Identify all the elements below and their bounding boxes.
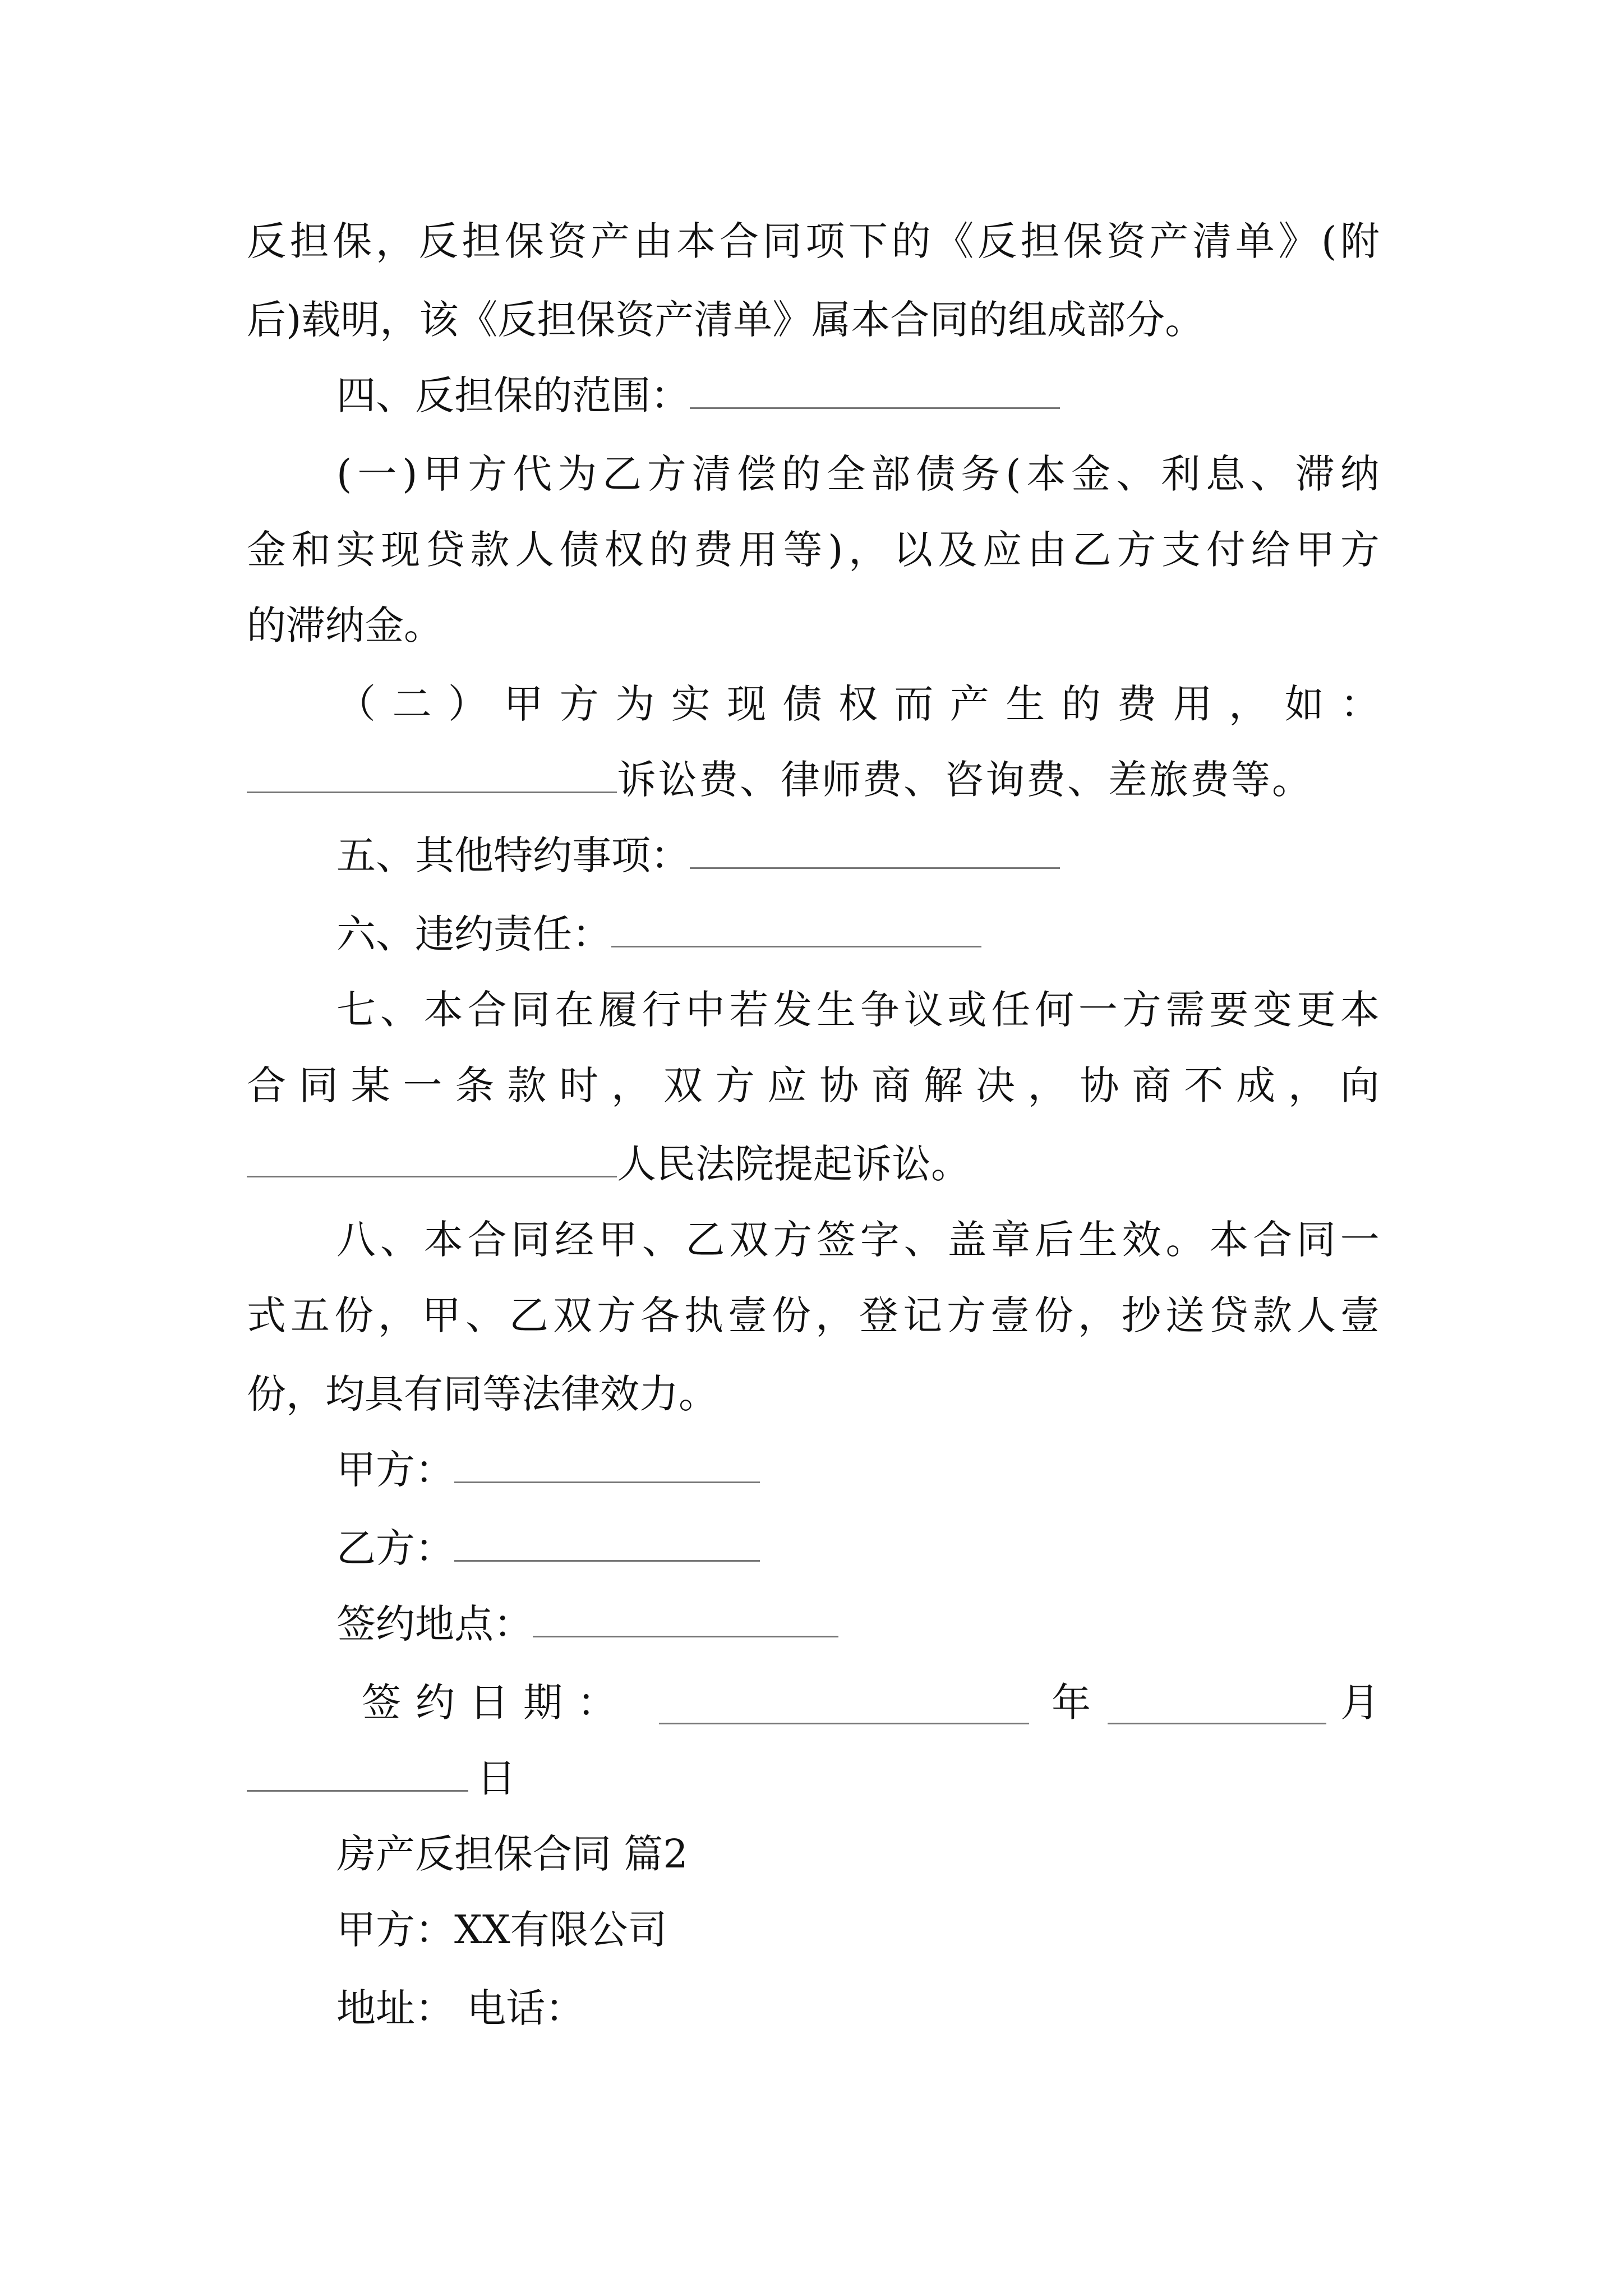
- char: 、: [465, 1292, 505, 1338]
- char: 执: [684, 1292, 723, 1338]
- char: 方: [947, 1292, 986, 1338]
- char: 八: [336, 1217, 376, 1263]
- char: 二: [392, 681, 432, 727]
- char: 、: [642, 1217, 681, 1263]
- char: ): [828, 527, 843, 573]
- char: 在: [555, 987, 594, 1033]
- char: 式: [247, 1292, 286, 1338]
- line-1: [247, 213, 1380, 269]
- char: 生: [816, 987, 856, 1033]
- blank-party-a[interactable]: [454, 1442, 760, 1483]
- day-label: 日: [477, 1755, 516, 1801]
- char: （: [336, 681, 376, 727]
- line-16: 份，均具有同等法律效力。: [247, 1371, 718, 1417]
- blank-court[interactable]: [247, 1137, 617, 1177]
- char: 乙: [509, 1292, 548, 1338]
- char: 滞: [1295, 451, 1335, 497]
- char: 实: [671, 681, 711, 727]
- char: 壹: [1340, 1292, 1380, 1338]
- char: 发: [773, 987, 813, 1033]
- char: 单: [1235, 218, 1275, 264]
- char: 清: [691, 451, 731, 497]
- char: 息: [1205, 451, 1245, 497]
- char: 甲: [504, 681, 543, 727]
- char: 行: [642, 987, 681, 1033]
- char: 和: [291, 527, 331, 573]
- char: 变: [1253, 987, 1293, 1033]
- char: 实: [336, 527, 376, 573]
- char: 双: [553, 1292, 592, 1338]
- char: 某: [351, 1062, 390, 1108]
- char: 生: [1078, 1217, 1118, 1263]
- section-6-label: 六、违约责任：: [336, 911, 611, 957]
- char: 清: [1192, 218, 1232, 264]
- char: 、: [1250, 451, 1290, 497]
- char: 产: [1149, 218, 1189, 264]
- blank-liability[interactable]: [611, 907, 981, 947]
- blank-year[interactable]: [659, 1683, 1029, 1724]
- line-2: 后)载明，该《反担保资产清单》属本合同的组成部分。: [247, 297, 1205, 343]
- char: 应: [983, 527, 1022, 573]
- char: 条: [455, 1062, 495, 1108]
- char: 付: [1206, 527, 1246, 573]
- section-4-heading: [247, 367, 1380, 424]
- blank-month[interactable]: [1108, 1683, 1326, 1724]
- char: 款: [1253, 1292, 1292, 1338]
- party-a-company: 甲方：XX有限公司: [336, 1907, 667, 1953]
- char: 给: [1251, 527, 1290, 573]
- char: 成: [1236, 1062, 1276, 1108]
- char: 资: [1106, 218, 1146, 264]
- char: ，: [1229, 681, 1268, 727]
- char: 乙: [685, 1217, 725, 1263]
- char: 送: [1165, 1292, 1205, 1338]
- char: 债: [559, 527, 599, 573]
- char: 方: [647, 451, 686, 497]
- char: 后: [1035, 1217, 1074, 1263]
- section-4-label: 四、反担保的范围：: [336, 372, 690, 418]
- char: 本: [1026, 451, 1066, 497]
- char: 方: [559, 681, 599, 727]
- char: 保: [504, 218, 544, 264]
- char: 反: [418, 218, 458, 264]
- line-5: [247, 522, 1380, 578]
- char: 甲: [598, 1217, 638, 1263]
- char: ：: [1340, 681, 1380, 727]
- char: 份: [1034, 1292, 1073, 1338]
- char: ，: [375, 218, 415, 264]
- char: 方: [597, 1292, 636, 1338]
- char: 甲: [423, 451, 463, 497]
- signing-date-line: [247, 1674, 1380, 1731]
- char: 商: [1132, 1062, 1172, 1108]
- char: 同: [298, 1062, 338, 1108]
- char: 反: [247, 218, 286, 264]
- char: 《: [934, 218, 974, 264]
- blank-costs[interactable]: [247, 752, 617, 793]
- blank-party-b[interactable]: [454, 1521, 760, 1562]
- char: 金: [247, 527, 286, 573]
- char: 方: [1117, 527, 1156, 573]
- char: 保: [1063, 218, 1103, 264]
- char: 及: [938, 527, 978, 573]
- char: 债: [916, 451, 956, 497]
- char: 记: [903, 1292, 942, 1338]
- line-7: [247, 676, 1380, 732]
- char: 以: [893, 527, 933, 573]
- char: 纳: [1340, 451, 1380, 497]
- char: ，: [1027, 1062, 1067, 1108]
- line-12: [247, 1057, 1380, 1114]
- char: 为: [615, 681, 655, 727]
- char: 甲: [422, 1292, 461, 1338]
- char: 议: [903, 987, 943, 1033]
- char: 盖: [947, 1217, 987, 1263]
- line-11: [247, 982, 1380, 1038]
- char: 乙: [602, 451, 642, 497]
- char: 贷: [1209, 1292, 1248, 1338]
- char: 份: [772, 1292, 811, 1338]
- char: 字: [860, 1217, 900, 1263]
- char: 双: [663, 1062, 703, 1108]
- char: 效: [1122, 1217, 1161, 1263]
- char: 下: [848, 218, 888, 264]
- address-phone-line: 地址： 电话：: [336, 1985, 585, 2031]
- char: 任: [991, 987, 1031, 1033]
- char: 费: [694, 527, 734, 573]
- section-5-heading: [247, 827, 1380, 884]
- char: ，: [849, 527, 888, 573]
- char: 本: [423, 1217, 463, 1263]
- court-text: 人民法院提起诉讼。: [617, 1141, 970, 1187]
- char: 方: [1340, 527, 1380, 573]
- line-15: [247, 1287, 1380, 1343]
- char: 抄: [1122, 1292, 1161, 1338]
- char: 壹: [728, 1292, 767, 1338]
- char: 的: [1061, 681, 1101, 727]
- char: 一: [403, 1062, 442, 1108]
- char: 资: [547, 218, 587, 264]
- char: 甲: [1295, 527, 1335, 573]
- char: 登: [859, 1292, 898, 1338]
- blank-scope[interactable]: [690, 368, 1060, 409]
- char: 向: [1340, 1062, 1380, 1108]
- char: ，: [815, 1292, 855, 1338]
- char: 由: [633, 218, 673, 264]
- char: 偿: [736, 451, 776, 497]
- char: 五: [291, 1292, 330, 1338]
- char: ，: [1288, 1062, 1327, 1108]
- char: 合: [1253, 1217, 1293, 1263]
- char: 需: [1165, 987, 1205, 1033]
- char: 款: [507, 1062, 547, 1108]
- char: 一: [1340, 1217, 1380, 1263]
- char: 保: [333, 218, 372, 264]
- char: 时: [559, 1062, 599, 1108]
- char: 等: [783, 527, 823, 573]
- char: 而: [894, 681, 934, 727]
- char: 款: [470, 527, 510, 573]
- char: 本: [1209, 1217, 1249, 1263]
- char: 不: [1184, 1062, 1224, 1108]
- line-6: 的滞纳金。: [247, 602, 443, 648]
- char: 。: [1165, 1217, 1205, 1263]
- char: 的: [649, 527, 689, 573]
- char: 反: [977, 218, 1017, 264]
- char: 七: [336, 987, 376, 1033]
- blank-signing-place[interactable]: [533, 1596, 838, 1637]
- char: 费: [1117, 681, 1157, 727]
- char: 壹: [990, 1292, 1030, 1338]
- line-13: [247, 1136, 1380, 1192]
- char: 本: [1340, 987, 1380, 1033]
- char: 乙: [1072, 527, 1112, 573]
- blank-special-terms[interactable]: [690, 828, 1060, 869]
- char: 如: [1284, 681, 1324, 727]
- char: 、: [380, 1217, 419, 1263]
- char: 合: [467, 1217, 507, 1263]
- char: ，: [378, 1292, 417, 1338]
- signing-date-label: 签约日期：: [362, 1680, 631, 1726]
- char: 为: [557, 451, 597, 497]
- char: 由: [1027, 527, 1067, 573]
- party-a-signature-line: [247, 1442, 1380, 1498]
- char: 协: [819, 1062, 859, 1108]
- party-b-signature-line: [247, 1520, 1380, 1576]
- signing-day-line: [247, 1750, 1380, 1806]
- char: 方: [773, 1217, 813, 1263]
- char: 全: [826, 451, 866, 497]
- char: 合: [467, 987, 507, 1033]
- char: 份: [334, 1292, 374, 1338]
- char: 一: [357, 451, 397, 497]
- char: 人: [515, 527, 555, 573]
- char: 的: [781, 451, 821, 497]
- char: 合: [247, 1062, 286, 1108]
- char: 双: [729, 1217, 769, 1263]
- char: 方: [715, 1062, 755, 1108]
- blank-day[interactable]: [247, 1751, 468, 1792]
- char: 解: [923, 1062, 963, 1108]
- char: 章: [991, 1217, 1031, 1263]
- char: 用: [1173, 681, 1212, 727]
- signing-place-line: [247, 1596, 1380, 1652]
- char: 产: [949, 681, 989, 727]
- char: ): [402, 451, 418, 497]
- char: ）: [448, 681, 487, 727]
- char: 权: [838, 681, 878, 727]
- char: 人: [1297, 1292, 1336, 1338]
- char: 》: [1278, 218, 1318, 264]
- char: 要: [1209, 987, 1249, 1033]
- char: (: [1321, 218, 1337, 264]
- line-14: [247, 1212, 1380, 1268]
- char: 或: [947, 987, 987, 1033]
- month-label: 月: [1340, 1680, 1380, 1726]
- char: 担: [462, 218, 501, 264]
- char: 本: [676, 218, 716, 264]
- char: 合: [720, 218, 759, 264]
- char: ，: [611, 1062, 651, 1108]
- section-6-heading: [247, 906, 1380, 962]
- char: 产: [591, 218, 630, 264]
- char: 用: [738, 527, 778, 573]
- char: 担: [1020, 218, 1060, 264]
- party-a-label: 甲方：: [336, 1447, 454, 1493]
- char: 同: [762, 218, 802, 264]
- line-4: [247, 446, 1380, 502]
- char: 利: [1161, 451, 1201, 497]
- line-8: [247, 752, 1380, 808]
- char: 协: [1080, 1062, 1119, 1108]
- char: 代: [513, 451, 552, 497]
- char: 一: [1078, 987, 1118, 1033]
- char: 现: [727, 681, 767, 727]
- section-title-part-2: 房产反担保合同 篇2: [336, 1831, 688, 1877]
- char: 争: [860, 987, 900, 1033]
- char: 决: [975, 1062, 1015, 1108]
- char: 同: [1296, 1217, 1336, 1263]
- char: 金: [1071, 451, 1111, 497]
- char: 若: [729, 987, 769, 1033]
- char: 方: [1122, 987, 1161, 1033]
- costs-list: 诉讼费、律师费、咨询费、差旅费等。: [617, 757, 1313, 803]
- char: (: [336, 451, 352, 497]
- char: 履: [598, 987, 638, 1033]
- char: 项: [805, 218, 845, 264]
- party-b-label: 乙方：: [336, 1525, 454, 1571]
- char: 生: [1006, 681, 1045, 727]
- char: 各: [640, 1292, 680, 1338]
- char: 贷: [425, 527, 465, 573]
- char: 的: [891, 218, 931, 264]
- signing-place-label: 签约地点：: [336, 1601, 533, 1647]
- section-5-label: 五、其他特约事项：: [336, 832, 690, 878]
- char: 同: [511, 987, 551, 1033]
- char: 同: [511, 1217, 551, 1263]
- char: 何: [1035, 987, 1074, 1033]
- char: 担: [289, 218, 329, 264]
- char: 中: [685, 987, 725, 1033]
- char: ，: [1078, 1292, 1117, 1338]
- char: 债: [782, 681, 822, 727]
- char: 商: [872, 1062, 911, 1108]
- char: (: [1006, 451, 1021, 497]
- char: 附: [1340, 218, 1380, 264]
- char: 部: [871, 451, 911, 497]
- year-label: 年: [1052, 1680, 1091, 1726]
- char: 支: [1161, 527, 1201, 573]
- char: 、: [903, 1217, 943, 1263]
- char: 务: [961, 451, 1000, 497]
- char: 经: [555, 1217, 594, 1263]
- char: 现: [381, 527, 421, 573]
- char: 、: [380, 987, 419, 1033]
- char: 方: [468, 451, 508, 497]
- char: 、: [1116, 451, 1156, 497]
- char: 权: [604, 527, 644, 573]
- char: 本: [423, 987, 463, 1033]
- char: 签: [816, 1217, 856, 1263]
- char: 更: [1296, 987, 1336, 1033]
- char: 应: [767, 1062, 807, 1108]
